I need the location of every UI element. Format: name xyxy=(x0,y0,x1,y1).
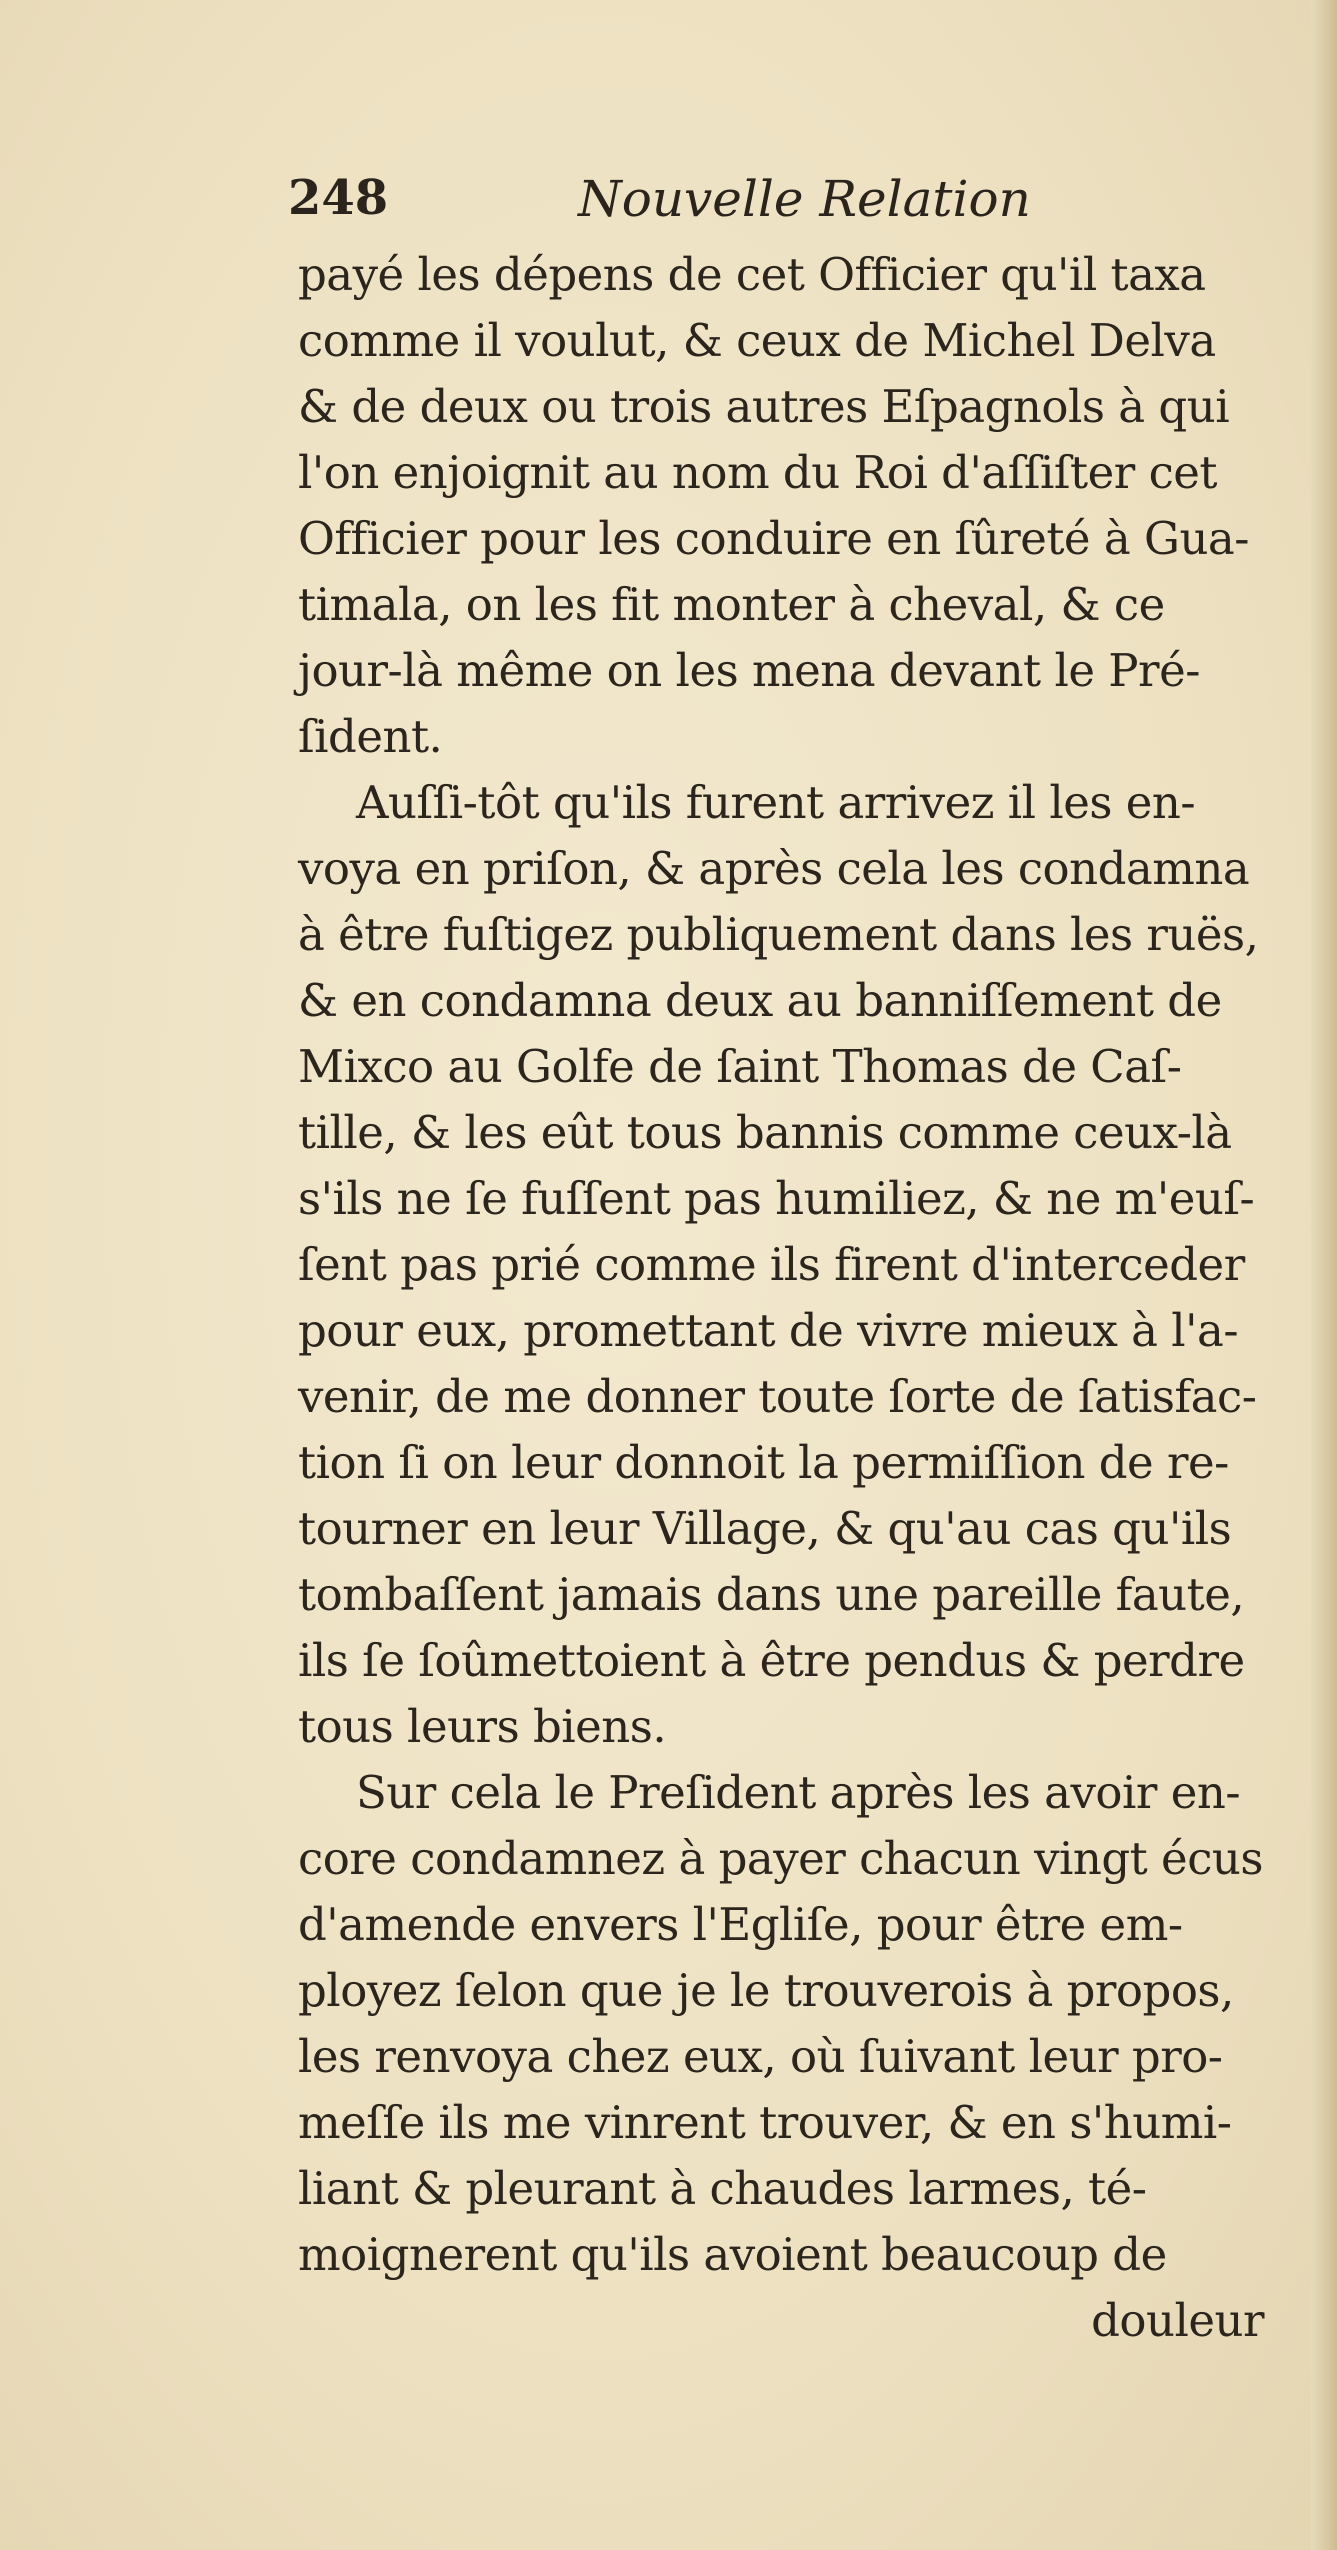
text-line: liant & pleurant à chaudes larmes, té- xyxy=(298,2162,1147,2215)
text-line: timala, on les fit monter à cheval, & ce xyxy=(298,578,1165,631)
text-line: & en condamna deux au banniſſement de xyxy=(298,974,1222,1027)
running-title: Nouvelle Relation xyxy=(578,170,1031,228)
text-line: Mixco au Golfe de ſaint Thomas de Caſ- xyxy=(298,1040,1182,1093)
text-line: s'ils ne ſe fuſſent pas humiliez, & ne m'euſ- xyxy=(298,1172,1255,1225)
text-line: ployez ſelon que je le trouverois à propos, xyxy=(298,1964,1234,2017)
text-line: payé les dépens de cet Officier qu'il taxa xyxy=(298,248,1206,301)
text-line: pour eux, promettant de vivre mieux à l'a- xyxy=(298,1304,1239,1357)
text-line: & de deux ou trois autres Eſpagnols à qui xyxy=(298,380,1230,433)
text-line: comme il voulut, & ceux de Michel Delva xyxy=(298,314,1216,367)
paragraph-start-line: Sur cela le Preſident après les avoir en- xyxy=(356,1766,1241,1819)
text-line: Officier pour les conduire en ſûreté à Gua- xyxy=(298,512,1249,565)
text-line: ils ſe ſoûmettoient à être pendus & perdre xyxy=(298,1634,1245,1687)
text-line: l'on enjoignit au nom du Roi d'aſſiſter cet xyxy=(298,446,1217,499)
text-line: tion ſi on leur donnoit la permiſſion de re- xyxy=(298,1436,1229,1489)
text-line: ſident. xyxy=(298,710,443,763)
text-line: à être fuſtigez publiquement dans les ruës, xyxy=(298,908,1259,961)
text-line: venir, de me donner toute ſorte de ſatisfac- xyxy=(298,1370,1257,1423)
text-line: d'amende envers l'Egliſe, pour être em- xyxy=(298,1898,1183,1951)
text-line: core condamnez à payer chacun vingt écus xyxy=(298,1832,1263,1885)
text-line: tourner en leur Village, & qu'au cas qu'ils xyxy=(298,1502,1232,1555)
text-line: les renvoya chez eux, où ſuivant leur pro- xyxy=(298,2030,1223,2083)
text-line: tous leurs biens. xyxy=(298,1700,667,1753)
page-number: 248 xyxy=(288,170,389,226)
text-line: moignerent qu'ils avoient beaucoup de xyxy=(298,2228,1167,2281)
page-gutter-shadow xyxy=(1311,0,1337,2550)
text-line: jour-là même on les mena devant le Pré- xyxy=(298,644,1200,697)
running-header xyxy=(288,170,1288,240)
paragraph-start-line: Auſſi-tôt qu'ils furent arrivez il les en- xyxy=(356,776,1196,829)
text-line: tille, & les eût tous bannis comme ceux-là xyxy=(298,1106,1232,1159)
text-line: tombaſſent jamais dans une pareille faute, xyxy=(298,1568,1245,1621)
text-line: meſſe ils me vinrent trouver, & en s'humi- xyxy=(298,2096,1232,2149)
text-line: ſent pas prié comme ils firent d'interceder xyxy=(298,1238,1245,1291)
text-line: voya en priſon, & après cela les condamna xyxy=(298,842,1250,895)
catchword: douleur xyxy=(1091,2294,1264,2347)
body-text xyxy=(298,242,1298,2354)
